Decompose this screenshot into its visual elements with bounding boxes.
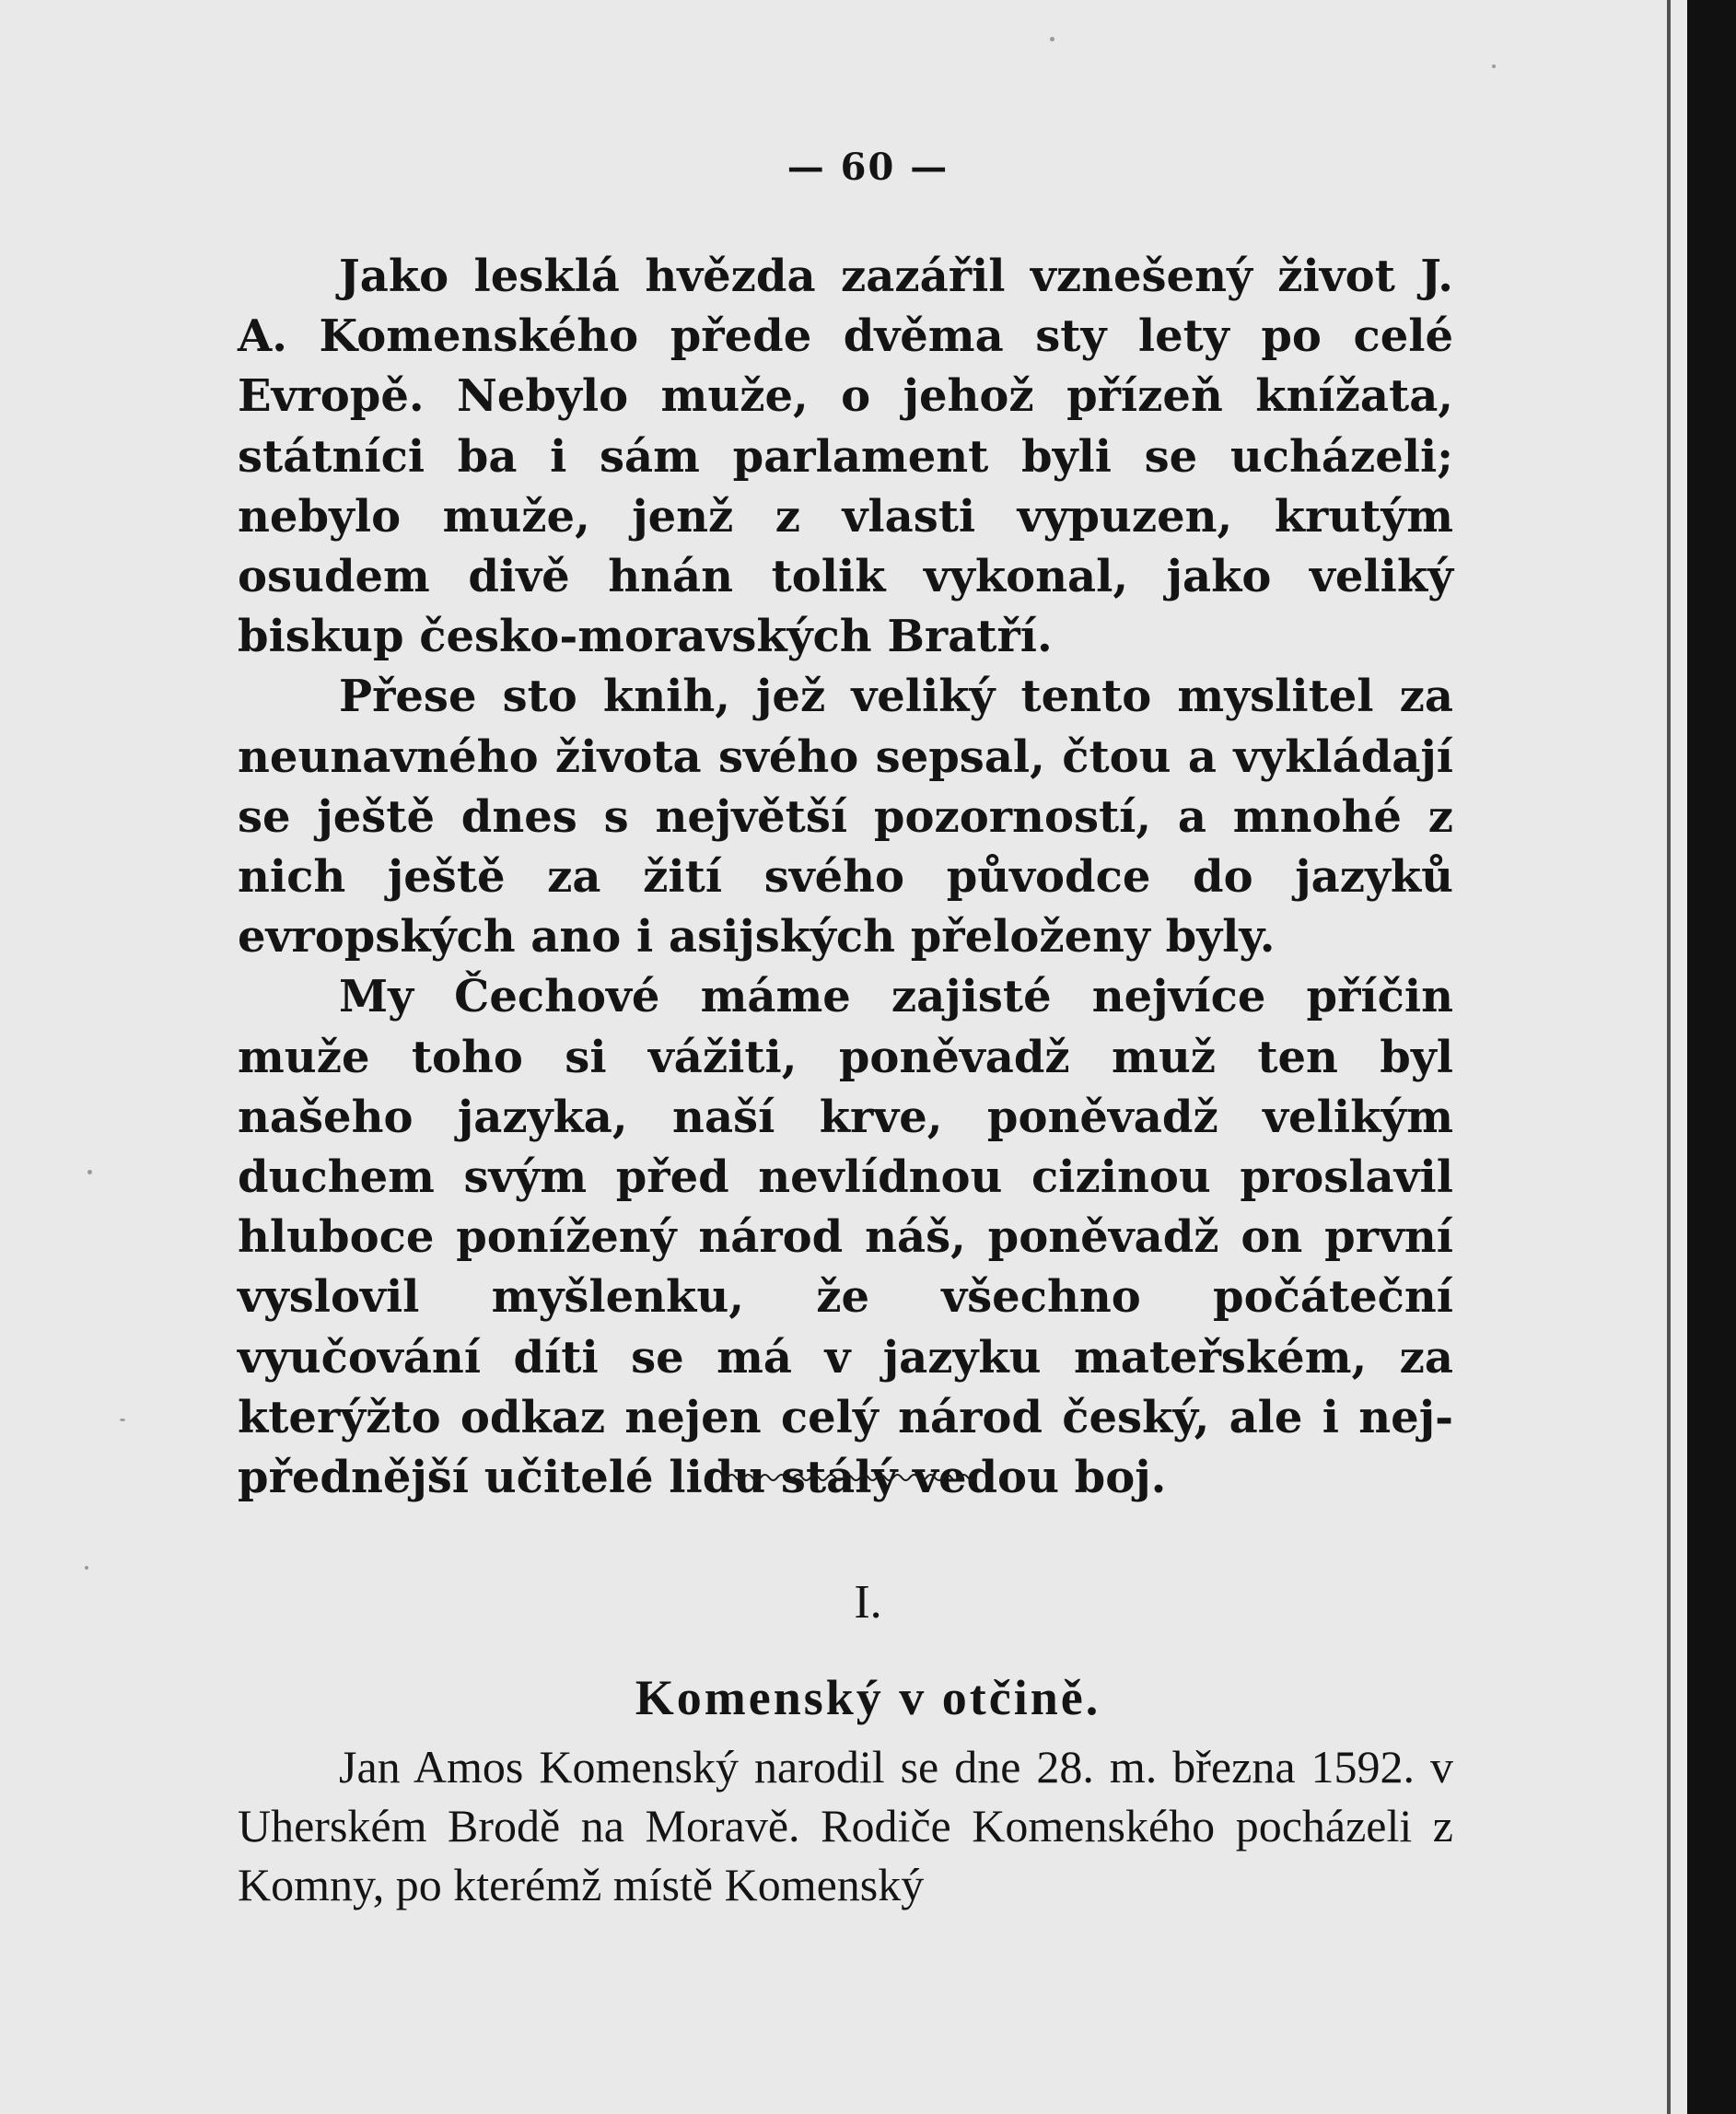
body-paragraph: Jan Amos Komenský narodil se dne 28. m. března 1592. v Uherském Brodě na Moravě. Rodiče Komenského pocházeli z Komny, po kterémž místě Komenský: [238, 1741, 1453, 1910]
binding-shadow: [1667, 0, 1671, 2114]
intro-paragraph: My Čechové máme zajisté nejvíce příčin muže toho si vážiti, poněvadž muž ten byl našeho jazyka, naší krve, poněvadž velikým duchem svým před nevlídnou cizinou proslavil hluboce ponížený národ náš, poněvadž on první vyslovil myšlenku, že všechno počáteční vyučování díti se má v jazyku mateřském, za kterýžto odkaz nejen celý národ český, ale i nejpřednější učitelé lidu stálý vedou boj.: [238, 971, 1453, 1504]
page-edge: [1687, 0, 1736, 2114]
intro-text: [238, 247, 1453, 1508]
paper-speck: [85, 1566, 88, 1570]
intro-paragraph: Jako lesklá hvězda zazářil vznešený život J. A. Komenského přede dvěma sty lety po celé Evropě. Nebylo muže, o jehož přízeň knížata, státníci ba i sám parlament byli se ucházeli; nebylo muže, jenž z vlasti vypuzen, krutým osudem divě hnán tolik vykonal, jako veliký biskup česko-moravských Bratří.: [238, 251, 1453, 663]
page-number: — 60 —: [786, 146, 950, 189]
section-number: I.: [854, 1576, 882, 1629]
paper-speck: [1492, 64, 1496, 68]
wavy-divider: [728, 1469, 976, 1486]
intro-paragraph: Přese sto knih, jež veliký tento myslitel za neunavného života svého sepsal, čtou a vykládají se ještě dnes s největší pozorností, a mnohé z nich ještě za žití svého původce do jazyků evropských ano i asijských přeloženy byly.: [238, 671, 1453, 964]
paper-speck: [120, 1419, 125, 1421]
section-title: Komenský v otčině.: [635, 1670, 1101, 1725]
section-body: [238, 1737, 1453, 1914]
paper-speck: [87, 1170, 92, 1174]
paper-speck: [1050, 37, 1054, 41]
